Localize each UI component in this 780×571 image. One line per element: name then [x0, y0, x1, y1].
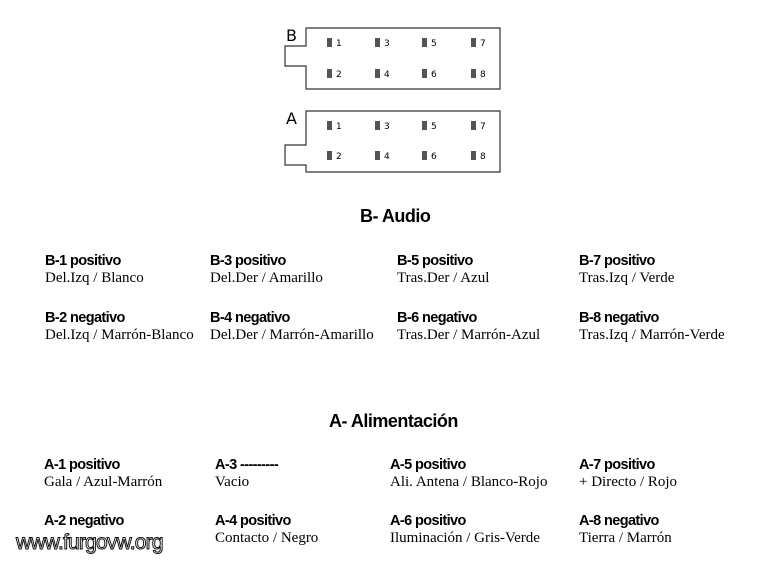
- pin-title: B-3 positivo: [210, 253, 286, 269]
- pin-slot: [422, 121, 427, 130]
- pin-number: 6: [431, 70, 437, 80]
- pin-title: A-5 positivo: [390, 457, 466, 473]
- watermark: www.furgovw.org: [16, 531, 163, 554]
- pin-number: 3: [384, 122, 390, 132]
- pin-number: 5: [431, 39, 437, 49]
- pin-slot: [327, 38, 332, 47]
- pin-title: A-2 negativo: [44, 513, 124, 529]
- pin-description: Tras.Der / Azul: [397, 270, 490, 286]
- connector-a-housing: [285, 111, 500, 172]
- pin-description: Tras.Izq / Marrón-Verde: [579, 327, 725, 343]
- pin-title: A-6 positivo: [390, 513, 466, 529]
- power-section-title: A- Alimentación: [329, 411, 458, 431]
- pin-entry-a4: [215, 513, 318, 547]
- pin-number: 1: [336, 39, 342, 49]
- pin-description: + Directo / Rojo: [579, 474, 678, 490]
- pin-slot: [327, 151, 332, 160]
- pin-slot: [375, 121, 380, 130]
- pin-description: Del.Izq / Marrón-Blanco: [45, 327, 194, 343]
- pin-number: 4: [384, 70, 390, 80]
- pin-description: Tras.Der / Marrón-Azul: [397, 327, 541, 343]
- pin-slot: [327, 69, 332, 78]
- pin-number: 8: [480, 70, 486, 80]
- pin-title: B-6 negativo: [397, 310, 477, 326]
- pin-entry-a1: [44, 457, 162, 491]
- connector-a-label: A: [286, 109, 297, 128]
- pin-description: Del.Izq / Blanco: [45, 270, 144, 286]
- pin-description: Contacto / Negro: [215, 530, 319, 546]
- pin-description: Del.Der / Marrón-Amarillo: [210, 327, 374, 343]
- pin-slot: [375, 69, 380, 78]
- pin-slot: [471, 38, 476, 47]
- pin-number: 3: [384, 39, 390, 49]
- pin-title: B-4 negativo: [210, 310, 290, 326]
- pin-number: 4: [384, 152, 390, 162]
- pin-description: Gala / Azul-Marrón: [44, 474, 163, 490]
- pin-title: A-1 positivo: [44, 457, 120, 473]
- connector-a: [285, 109, 500, 172]
- pin-slot: [327, 121, 332, 130]
- pin-description: Ali. Antena / Blanco-Rojo: [390, 474, 548, 490]
- pin-number: 1: [336, 122, 342, 132]
- pin-title: B-1 positivo: [45, 253, 121, 269]
- pin-slot: [422, 38, 427, 47]
- pin-entry-b2: [45, 310, 194, 344]
- pin-description: Del.Der / Amarillo: [210, 270, 323, 286]
- pin-title: A-3 ---------: [215, 457, 279, 473]
- pin-slot: [375, 38, 380, 47]
- pin-entry-b3: [210, 253, 323, 287]
- pin-slot: [471, 151, 476, 160]
- pin-slot: [375, 151, 380, 160]
- pin-title: A-8 negativo: [579, 513, 659, 529]
- pin-slot: [471, 69, 476, 78]
- pin-description: Iluminación / Gris-Verde: [390, 530, 540, 546]
- pin-title: B-8 negativo: [579, 310, 659, 326]
- pin-title: B-2 negativo: [45, 310, 125, 326]
- pin-entry-b6: [397, 310, 540, 344]
- pin-description: Tras.Izq / Verde: [579, 270, 675, 286]
- connector-b-housing: [285, 28, 500, 89]
- pin-title: A-7 positivo: [579, 457, 655, 473]
- pin-number: 2: [336, 152, 342, 162]
- pin-entry-b5: [397, 253, 489, 287]
- pin-entry-a3: [215, 457, 278, 491]
- pin-number: 7: [480, 122, 486, 132]
- pin-description: Vacio: [215, 474, 250, 490]
- connector-b: [285, 26, 500, 89]
- pin-description: Tierra / Marrón: [579, 530, 672, 546]
- pin-entry-b8: [579, 310, 725, 344]
- pin-slot: [422, 69, 427, 78]
- pin-entry-a8: [579, 513, 672, 547]
- pin-number: 7: [480, 39, 486, 49]
- pin-entry-a5: [390, 457, 547, 491]
- pin-number: 5: [431, 122, 437, 132]
- pin-entry-a6: [390, 513, 540, 547]
- pin-entry-b4: [210, 310, 374, 344]
- pin-number: 8: [480, 152, 486, 162]
- pin-slot: [422, 151, 427, 160]
- pin-title: B-7 positivo: [579, 253, 655, 269]
- pin-title: A-4 positivo: [215, 513, 291, 529]
- connector-b-label: B: [286, 26, 297, 45]
- pin-slot: [471, 121, 476, 130]
- pin-entry-a7: [579, 457, 677, 491]
- pin-number: 6: [431, 152, 437, 162]
- connector-diagram: [0, 0, 780, 200]
- audio-section-title: B- Audio: [360, 206, 431, 226]
- pin-title: B-5 positivo: [397, 253, 473, 269]
- pin-entry-b7: [579, 253, 674, 287]
- pin-entry-b1: [45, 253, 144, 287]
- pin-number: 2: [336, 70, 342, 80]
